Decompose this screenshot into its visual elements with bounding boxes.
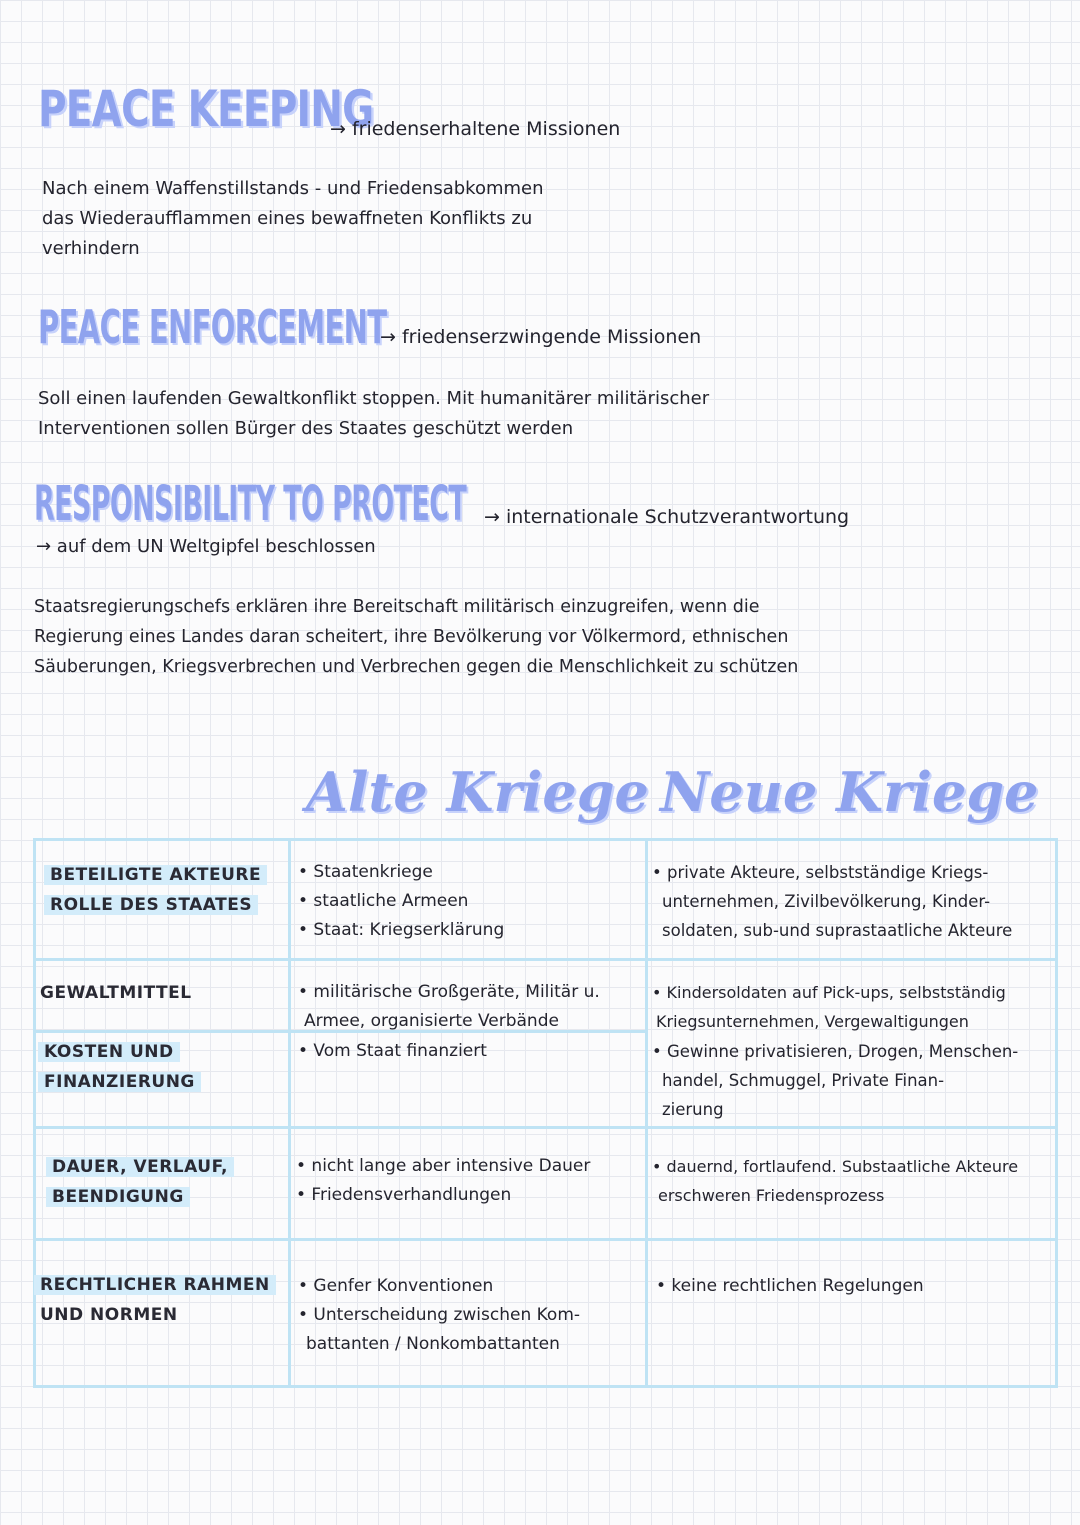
cell-line: unternehmen, Zivilbevölkerung, Kinder- (662, 892, 991, 911)
label-text: GEWALTMITTEL (40, 983, 192, 1003)
heading-peace-enforcement: PEACE ENFORCEMENT (38, 300, 387, 354)
cell-line: handel, Schmuggel, Private Finan- (662, 1071, 945, 1090)
table-divider (33, 1126, 1058, 1129)
cell-line: Kriegsunternehmen, Vergewaltigungen (656, 1012, 969, 1031)
cell-line: • nicht lange aber intensive Dauer (296, 1156, 591, 1176)
table-divider (33, 958, 1058, 961)
cell-old-means (298, 978, 600, 1036)
label-text: BEENDIGUNG (46, 1187, 190, 1207)
cell-line: • Vom Staat finanziert (298, 1041, 487, 1061)
text-line: Nach einem Waffenstillstands - und Friedensabkommen (42, 178, 544, 199)
text-line: Regierung eines Landes daran scheitert, ihre Bevölkerung vor Völkermord, ethnischen (34, 627, 789, 647)
cell-line: • private Akteure, selbstständige Kriegs- (652, 863, 989, 882)
heading-peace-keeping: PEACE KEEPING (38, 80, 374, 138)
cell-line: • dauernd, fortlaufend. Substaatliche Akteure (652, 1157, 1019, 1176)
row-label-costs (38, 1037, 201, 1097)
label-text: DAUER, VERLAUF, (46, 1157, 234, 1177)
cell-old-costs (298, 1037, 487, 1066)
heading-responsibility-to-protect: RESPONSIBILITY TO PROTECT (34, 476, 467, 532)
responsibility-translation: → internationale Schutzverantwortung (484, 506, 850, 528)
peace-keeping-translation: → friedenserhaltene Missionen (330, 118, 621, 140)
cell-old-legal (298, 1272, 580, 1359)
table-divider (645, 838, 648, 1388)
row-label-duration (46, 1152, 234, 1212)
peace-enforcement-text (38, 384, 709, 444)
cell-new-duration (652, 1152, 1018, 1210)
cell-new-means (652, 978, 1006, 1036)
cell-line: • Friedensverhandlungen (296, 1185, 512, 1205)
cell-line: battanten / Nonkombattanten (306, 1334, 560, 1354)
cell-new-costs (652, 1037, 1018, 1124)
cell-new-legal (656, 1272, 924, 1301)
cell-line: • Gewinne privatisieren, Drogen, Menschen- (652, 1042, 1019, 1061)
table-divider (288, 838, 291, 1388)
peace-enforcement-translation: → friedenserzwingende Missionen (380, 326, 702, 348)
cell-line: • staatliche Armeen (298, 891, 469, 911)
cell-line: erschweren Friedensprozess (658, 1186, 885, 1205)
cell-old-duration (296, 1152, 590, 1210)
text-line: Staatsregierungschefs erklären ihre Bereitschaft militärisch einzugreifen, wenn die (34, 597, 760, 617)
text-line: verhindern (42, 238, 140, 259)
cell-line: • keine rechtlichen Regelungen (656, 1276, 924, 1296)
label-text: UND NORMEN (40, 1305, 178, 1325)
cell-new-actors (652, 858, 1012, 945)
label-text: KOSTEN UND (38, 1042, 180, 1062)
text-line: Säuberungen, Kriegsverbrechen und Verbrechen gegen die Menschlichkeit zu schützen (34, 657, 799, 677)
cell-old-actors (298, 858, 504, 945)
cell-line: • Staatenkriege (298, 862, 433, 882)
cell-line: • militärische Großgeräte, Militär u. (298, 982, 600, 1002)
cell-line: • Unterscheidung zwischen Kom- (298, 1305, 581, 1325)
row-label-actors (44, 860, 267, 920)
text-line: Soll einen laufenden Gewaltkonflikt stoppen. Mit humanitärer militärischer (38, 388, 710, 409)
row-label-legal (34, 1270, 276, 1330)
text-line: das Wiederaufflammen eines bewaffneten Konflikts zu (42, 208, 533, 229)
column-title-new-wars: Neue Kriege (660, 760, 1039, 824)
column-title-old-wars: Alte Kriege (306, 760, 649, 824)
cell-line: • Staat: Kriegserklärung (298, 920, 505, 940)
cell-line: • Genfer Konventionen (298, 1276, 494, 1296)
responsibility-text (34, 592, 798, 682)
cell-line: zierung (662, 1100, 724, 1119)
cell-line: • Kindersoldaten auf Pick-ups, selbstständig (652, 983, 1006, 1002)
row-label-means (40, 978, 192, 1008)
label-text: ROLLE DES STAATES (44, 895, 258, 915)
cell-line: Armee, organisierte Verbände (304, 1011, 559, 1031)
peace-keeping-text (42, 174, 544, 264)
responsibility-subnote: → auf dem UN Weltgipfel beschlossen (36, 536, 376, 557)
cell-line: soldaten, sub-und suprastaatliche Akteure (662, 921, 1013, 940)
label-text: BETEILIGTE AKTEURE (44, 865, 267, 885)
table-divider (33, 1238, 1058, 1241)
label-text: FINANZIERUNG (38, 1072, 201, 1092)
label-text: RECHTLICHER RAHMEN (34, 1275, 276, 1295)
text-line: Interventionen sollen Bürger des Staates geschützt werden (38, 418, 574, 439)
